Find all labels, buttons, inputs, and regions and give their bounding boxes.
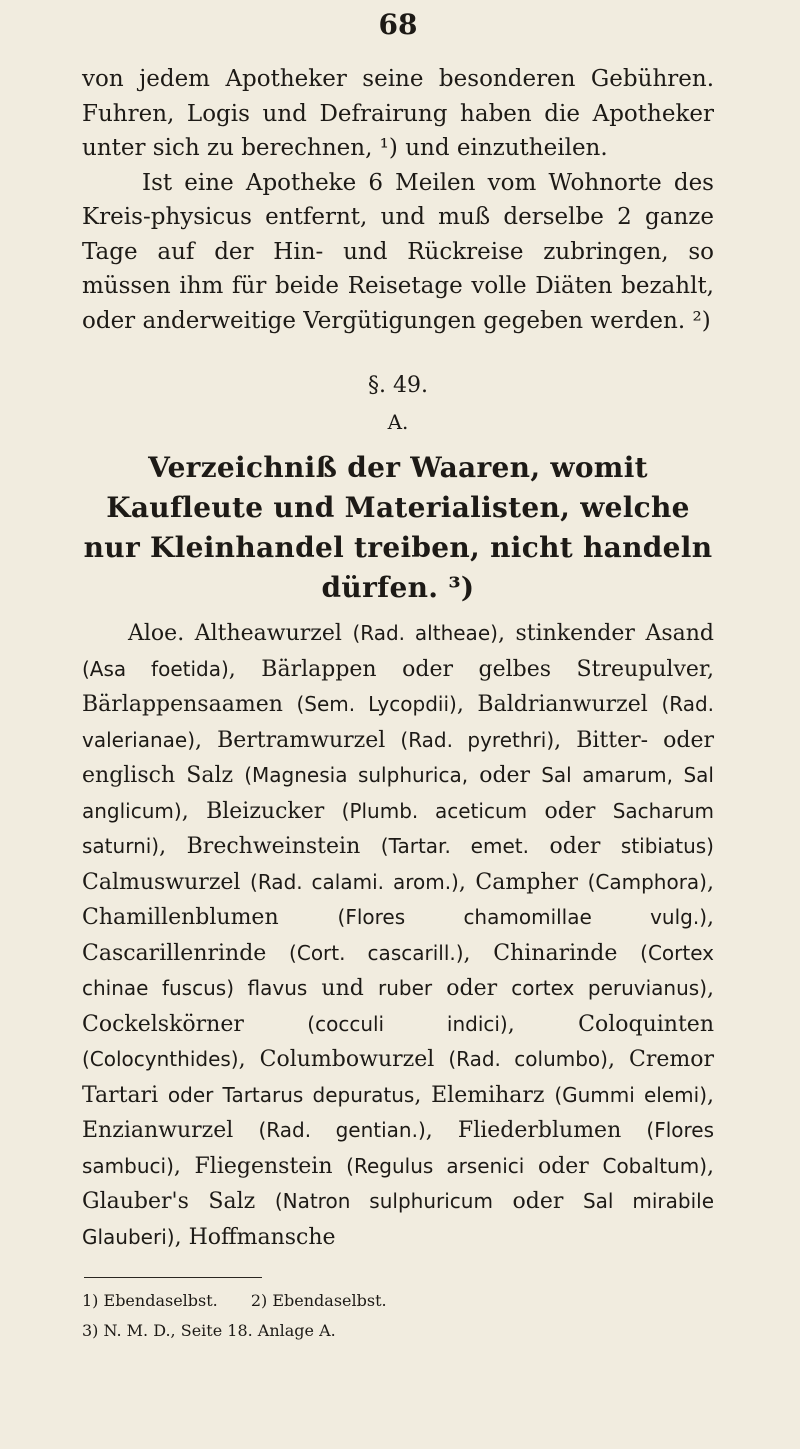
latin-term: stibiatus) [620, 834, 714, 858]
latin-term: (Rad. columbo) [448, 1047, 608, 1071]
german-term: oder [432, 976, 512, 1001]
latin-term: (Flores chamomillae vulg.) [337, 905, 708, 929]
latin-term: Sal amarum, Sal anglicum) [82, 763, 714, 823]
german-term: , Coloquinten [507, 1011, 714, 1037]
german-term: oder [524, 1153, 603, 1179]
latin-term: Sacharum saturni) [82, 798, 714, 858]
german-term: , Chamillenblumen [82, 869, 714, 930]
german-term: , Bleizucker [181, 798, 342, 824]
german-term: , Hoffmansche [174, 1224, 336, 1250]
german-term: Calmuswurzel [82, 869, 251, 895]
footnote-rule [84, 1277, 262, 1278]
german-term: oder [492, 1189, 583, 1214]
latin-term: (Flores sambuci) [82, 1118, 715, 1178]
latin-term: ruber [378, 976, 433, 1000]
german-term: , Fliegenstein [173, 1153, 347, 1179]
latin-term: (Rad. pyrethri) [400, 727, 555, 752]
latin-term: Cobaltum) [602, 1153, 707, 1178]
paragraph-continuation: von jedem Apotheker seine besonderen Gebühren. Fuhren, Logis und Defrairung haben die Apotheker unter sich zu berechnen, ¹) und einzutheilen. [82, 66, 714, 161]
footnote-3: 3) N. M. D., Seite 18. Anlage A. [82, 1321, 336, 1340]
latin-term: (Rad. valerianae) [82, 692, 715, 752]
german-term: , Bitter- oder englisch Salz [82, 727, 714, 788]
latin-term: oder Tartarus depuratus [167, 1082, 415, 1107]
latin-term: (Rad. calami. arom.) [250, 869, 459, 894]
german-term: , Bärlappen oder gelbes Streupulver, Bärlappensaamen [82, 656, 714, 717]
section-number: §. 49. [368, 373, 428, 398]
section-letter: A. [387, 410, 409, 434]
latin-term: (Plumb. aceticum [341, 798, 528, 823]
goods-list [82, 616, 714, 1255]
body-text [82, 62, 714, 338]
german-term: , Glauber's Salz [82, 1153, 714, 1214]
german-term: und [307, 976, 378, 1001]
latin-term: (Rad. altheae) [352, 621, 498, 645]
latin-term: cortex peruvianus) [511, 976, 707, 1000]
latin-term: Sal mirabile Glauberi) [82, 1189, 715, 1249]
german-term: , stinkender Asand [497, 621, 714, 646]
paragraph-travel-costs: Ist eine Apotheke 6 Meilen vom Wohnorte des Kreis-physicus entfernt, und muß derselbe 2 ganze Tage auf der Hin- und Rückreise zubringen, so müssen ihm für beide Reisetage volle Diäten bezahlt, oder anderweitige Vergütigungen gegeben werden. ²) [82, 169, 714, 334]
german-term: , Columbowurzel [238, 1047, 449, 1072]
footnotes [82, 1286, 714, 1346]
latin-term: (Rad. gentian.) [258, 1118, 426, 1142]
german-term: oder [527, 798, 613, 824]
german-term: , Elemiharz [414, 1082, 555, 1108]
german-term: , Brechweinstein [159, 834, 381, 859]
latin-term: (Cortex chinae fuscus) flavus [82, 940, 714, 1000]
german-term: , Chinarinde [463, 940, 641, 966]
german-term: , Cremor Tartari [82, 1047, 714, 1108]
german-term: , Bertramwurzel [195, 727, 401, 753]
footnote-1: 1) Ebendaselbst. [82, 1291, 218, 1310]
latin-term: (Tartar. emet. [380, 834, 529, 858]
latin-term: (Asa foetida) [82, 656, 229, 681]
latin-term: (Gummi elemi) [554, 1082, 708, 1107]
german-term: , Enzianwurzel [82, 1082, 715, 1143]
latin-term: (Camphora) [587, 869, 707, 894]
latin-term: (Magnesia sulphurica, [244, 763, 469, 787]
latin-term: (cocculi indici) [307, 1011, 508, 1036]
german-term: Aloe. Altheawurzel [128, 621, 353, 646]
german-term: oder [528, 834, 621, 859]
german-term: oder [468, 763, 542, 788]
footnote-2: 2) Ebendaselbst. [250, 1291, 387, 1310]
latin-term: (Cort. cascarill.) [289, 940, 464, 965]
latin-term: (Sem. Lycopdii) [296, 692, 457, 716]
german-term: , Baldrianwurzel [456, 692, 662, 717]
latin-term: (Regulus arsenici [346, 1153, 525, 1178]
german-term: , Fliederblumen [425, 1118, 647, 1143]
page-number: 68 [378, 8, 418, 41]
german-term: , Cockelskörner [82, 976, 714, 1037]
section-heading: Verzeichniß der Waaren, womit Kaufleute und Materialisten, welche nur Kleinhandel treiben, nicht handeln dürfen. ³) [83, 451, 713, 604]
german-term: , Cascarillenrinde [82, 905, 715, 966]
german-term: , Campher [458, 869, 588, 895]
latin-term: (Colocynthides) [82, 1047, 239, 1071]
latin-term: (Natron sulphuricum [274, 1189, 493, 1213]
